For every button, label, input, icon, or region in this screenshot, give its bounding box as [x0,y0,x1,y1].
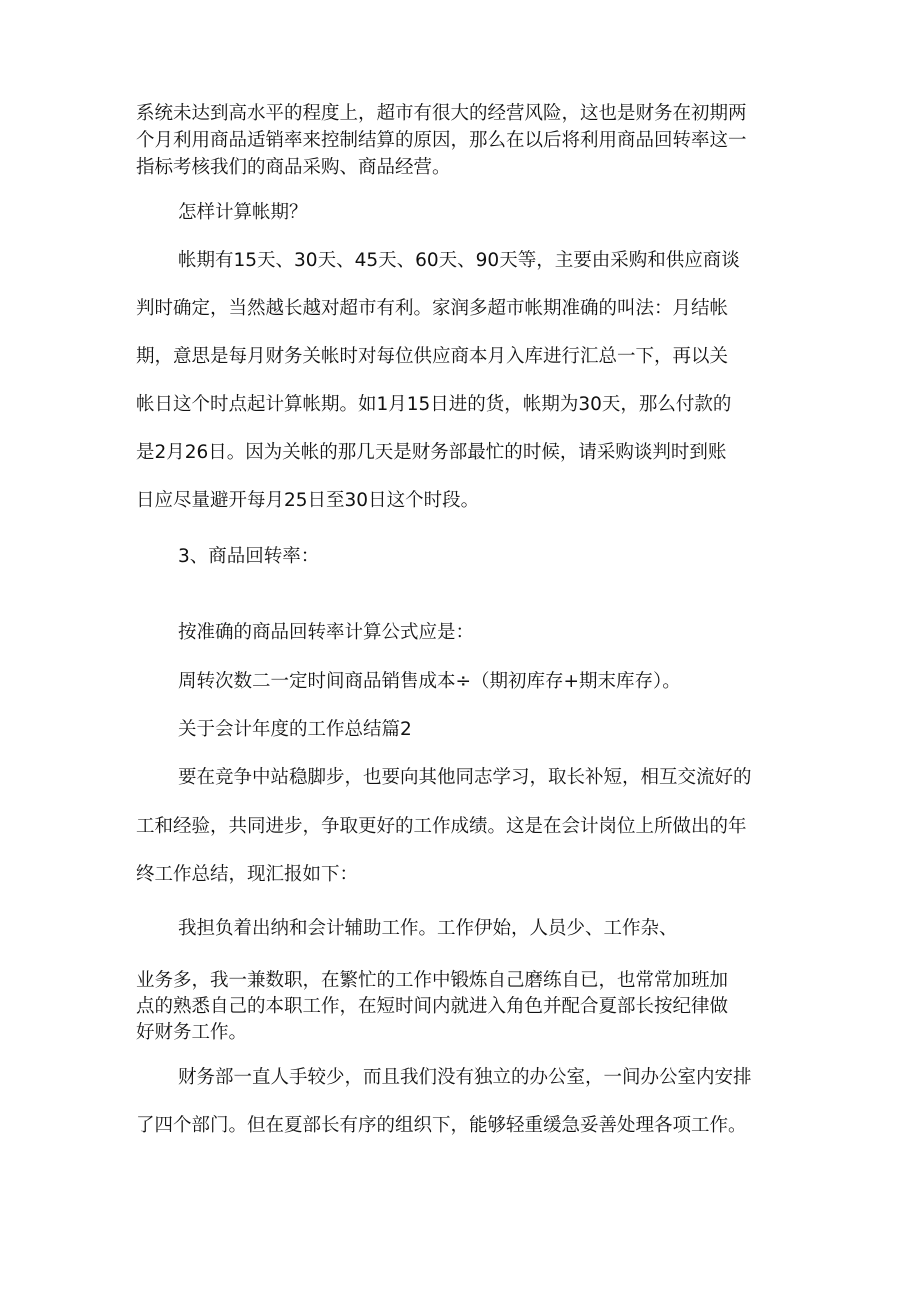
text-line: 帐期有15天、30天、45天、60天、90天等，主要由采购和供应商谈 [178,250,740,271]
text-line: 系统未达到高水平的程度上，超市有很大的经营风险，这也是财务在初期两 [136,103,747,124]
text-line: 好财务工作。 [136,1022,248,1043]
text-line: 是2月26日。因为关帐的那几天是财务部最忙的时候，请采购谈判时到账 [136,442,727,463]
text-line: 工和经验，共同进步，争取更好的工作成绩。这是在会计岗位上所做出的年 [136,816,747,837]
text-line: 业务多，我一兼数职，在繁忙的工作中锻炼自己磨练自已，也常常加班加 [136,970,729,991]
text-line: 帐日这个时点起计算帐期。如1月15日进的货，帐期为30天，那么付款的 [136,394,732,415]
section-heading: 关于会计年度的工作总结篇2 [178,719,412,740]
text-line: 了四个部门。但在夏部长有序的组织下，能够轻重缓急妥善处理各项工作。 [136,1115,747,1136]
text-line: 终工作总结，现汇报如下： [136,864,359,885]
text-line: 要在竞争中站稳脚步，也要向其他同志学习，取长补短，相互交流好的 [178,767,752,788]
section-heading: 3、商品回转率： [178,546,320,567]
section-heading: 怎样计算帐期？ [178,202,308,223]
text-line: 个月利用商品适销率来控制结算的原因，那么在以后将利用商品回转率这一 [136,130,747,151]
text-line: 期，意思是每月财务关帐时对每位供应商本月入库进行汇总一下，再以关 [136,346,729,367]
text-line: 点的熟悉自己的本职工作，在短时间内就进入角色并配合夏部长按纪律做 [136,996,729,1017]
text-line: 指标考核我们的商品采购、商品经营。 [136,157,451,178]
text-line: 日应尽量避开每月25日至30日这个时段。 [136,490,480,511]
formula-line: 周转次数二一定时间商品销售成本÷（期初库存+期末库存）。 [178,671,681,692]
text-line: 按准确的商品回转率计算公式应是： [178,622,475,643]
text-line: 判时确定，当然越长越对超市有利。家润多超市帐期准确的叫法：月结帐 [136,298,729,319]
text-line: 我担负着出纳和会计辅助工作。工作伊始，人员少、工作杂、 [178,918,678,939]
text-line: 财务部一直人手较少，而且我们没有独立的办公室，一间办公室内安排 [178,1067,752,1088]
